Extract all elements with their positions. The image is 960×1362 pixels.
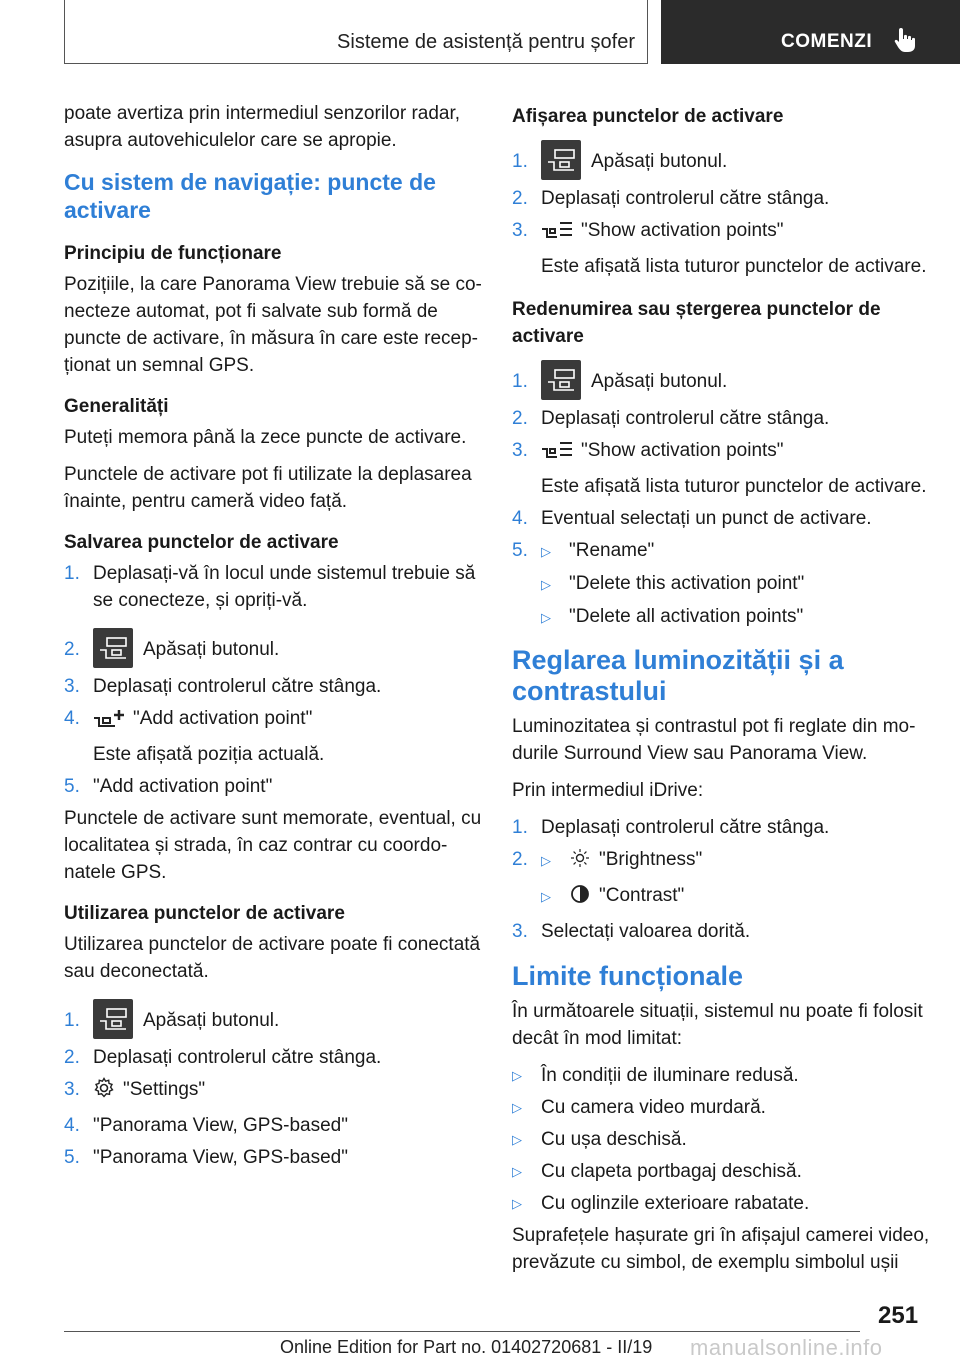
step-text: Deplasați controlerul către stânga. xyxy=(541,817,830,838)
step-text: Eventual selectați un punct de activare. xyxy=(541,508,872,529)
step-text: Apăsați butonul. xyxy=(143,1010,280,1031)
limits-list xyxy=(512,1062,932,1217)
principle-title: Principiu de funcționare xyxy=(64,243,282,264)
triangle-bullet-icon: ▷ xyxy=(512,1068,522,1083)
list-item xyxy=(512,814,932,841)
triangle-bullet-icon: ▷ xyxy=(512,1196,522,1211)
chapter-tab xyxy=(661,0,960,64)
general-title: Generalități xyxy=(64,396,169,417)
list-item xyxy=(512,537,932,631)
limits-heading: Limite funcționale xyxy=(512,961,744,991)
use-title: Utilizarea punctelor de activare xyxy=(64,903,345,924)
step-number: 1. xyxy=(64,1010,80,1031)
option-text: "Contrast" xyxy=(599,885,685,906)
list-item xyxy=(512,1190,932,1217)
list-item xyxy=(512,1062,932,1089)
step-text: Apăsați butonul. xyxy=(143,639,280,660)
step-text: "Add activation point" xyxy=(133,708,313,729)
sun-icon xyxy=(569,847,591,877)
list-item xyxy=(512,405,932,432)
camera-button-icon xyxy=(93,628,133,668)
limits-text: În următoarele situații, sistemul nu poate fi folosit decât în mod limitat: xyxy=(512,1001,923,1049)
intro-text: poate avertiza prin intermediul senzorilor radar, asupra autovehiculelor care se apropie. xyxy=(64,103,461,151)
step-text: Deplasați controlerul către stânga. xyxy=(93,1047,382,1068)
gear-icon xyxy=(93,1077,115,1107)
list-item xyxy=(512,1158,932,1185)
step-number: 1. xyxy=(64,563,80,584)
list-item-text: Cu clapeta portbagaj deschisă. xyxy=(541,1161,802,1182)
list-item xyxy=(512,185,932,212)
page-header xyxy=(0,0,960,66)
limits-after-text: Suprafețele hașurate gri în afișajul camerei video, prevăzute cu simbol, de exemplu simbolul ușii xyxy=(512,1225,930,1273)
watermark: manualsonline.info xyxy=(690,1335,883,1360)
list-item xyxy=(512,846,932,913)
sub-option xyxy=(541,570,932,598)
step-text: "Panorama View, GPS-based" xyxy=(93,1115,348,1136)
list-item xyxy=(512,360,932,400)
list-item xyxy=(64,1144,484,1171)
step-text: Selectați valoarea dorită. xyxy=(541,921,751,942)
list-item xyxy=(512,437,932,500)
camera-button-icon xyxy=(541,140,581,180)
save-title: Salvarea punctelor de activare xyxy=(64,532,339,553)
edition-text: Online Edition for Part no. 01402720681 - II/19 xyxy=(280,1337,653,1357)
brightness-steps xyxy=(512,814,932,945)
step-number: 3. xyxy=(64,676,80,697)
list-item xyxy=(64,773,484,800)
step-text: "Panorama View, GPS-based" xyxy=(93,1147,348,1168)
triangle-bullet-icon: ▷ xyxy=(541,853,551,868)
step-number: 2. xyxy=(512,408,528,429)
step-text: Apăsați butonul. xyxy=(591,151,728,172)
triangle-bullet-icon: ▷ xyxy=(512,1132,522,1147)
contrast-icon xyxy=(569,883,591,913)
step-number: 1. xyxy=(512,371,528,392)
navigation-heading: Cu sistem de navigație: puncte de activare xyxy=(64,169,436,223)
list-item-text: Cu ușa deschisă. xyxy=(541,1129,687,1150)
list-item xyxy=(64,999,484,1039)
step-text: Apăsați butonul. xyxy=(591,371,728,392)
step-number: 2. xyxy=(64,639,80,660)
save-steps xyxy=(64,560,484,800)
list-points-icon xyxy=(541,220,573,248)
hand-pointer-icon xyxy=(894,26,918,62)
list-item xyxy=(512,1094,932,1121)
list-item xyxy=(64,628,484,668)
triangle-bullet-icon: ▷ xyxy=(541,610,551,625)
camera-button-icon xyxy=(93,999,133,1039)
step-number: 4. xyxy=(64,1115,80,1136)
list-item-text: Cu camera video murdară. xyxy=(541,1097,766,1118)
brightness-text: Luminozitatea și contrastul pot fi reglate din modurile Surround View sau Panorama View. xyxy=(512,716,916,764)
step-text: "Show activation points" xyxy=(581,440,784,461)
option-text: "Brightness" xyxy=(599,849,703,870)
use-text: Utilizarea punctelor de activare poate fi conectată sau deconectată. xyxy=(64,934,481,982)
page-number: 251 xyxy=(878,1302,919,1329)
step-number: 1. xyxy=(512,151,528,172)
step-text: Deplasați controlerul către stânga. xyxy=(541,188,830,209)
step-number: 5. xyxy=(512,540,528,561)
list-item-text: În condiții de iluminare redusă. xyxy=(541,1065,799,1086)
triangle-bullet-icon: ▷ xyxy=(541,544,551,559)
list-item xyxy=(64,1112,484,1139)
show-steps xyxy=(512,140,932,280)
idrive-text: Prin intermediul iDrive: xyxy=(512,780,704,801)
triangle-bullet-icon: ▷ xyxy=(541,889,551,904)
list-item xyxy=(64,705,484,768)
show-title: Afișarea punctelor de activare xyxy=(512,106,784,127)
option-text: "Rename" xyxy=(569,540,655,561)
sub-option xyxy=(541,603,932,631)
step-number: 3. xyxy=(512,921,528,942)
step-number: 2. xyxy=(512,188,528,209)
left-column xyxy=(64,100,484,1176)
sub-option xyxy=(541,882,932,913)
triangle-bullet-icon: ▷ xyxy=(541,577,551,592)
step-number: 3. xyxy=(512,220,528,241)
camera-button-icon xyxy=(541,360,581,400)
option-text: "Delete all activation points" xyxy=(569,606,804,627)
step-number: 5. xyxy=(64,776,80,797)
list-item xyxy=(64,1076,484,1107)
right-column xyxy=(512,103,932,1286)
step-text: Deplasați controlerul către stânga. xyxy=(541,408,830,429)
step-text: "Settings" xyxy=(123,1079,206,1100)
step-note: Este afișată lista tuturor punctelor de activare. xyxy=(541,476,927,497)
step-text: "Add activation point" xyxy=(93,776,273,797)
list-item xyxy=(512,217,932,280)
triangle-bullet-icon: ▷ xyxy=(512,1100,522,1115)
sub-option xyxy=(541,537,932,565)
sub-option xyxy=(541,846,932,877)
step-number: 2. xyxy=(64,1047,80,1068)
list-item xyxy=(512,918,932,945)
step-text: "Show activation points" xyxy=(581,220,784,241)
section-title: Sisteme de asistență pentru șofer xyxy=(64,0,648,64)
list-points-icon xyxy=(541,440,573,468)
use-steps xyxy=(64,999,484,1171)
list-item xyxy=(512,505,932,532)
list-item xyxy=(64,1044,484,1071)
list-item xyxy=(512,1126,932,1153)
list-item xyxy=(64,673,484,700)
step-number: 5. xyxy=(64,1147,80,1168)
footer-divider xyxy=(64,1331,860,1332)
step-number: 3. xyxy=(512,440,528,461)
step-number: 4. xyxy=(64,708,80,729)
option-text: "Delete this activation point" xyxy=(569,573,805,594)
list-item xyxy=(64,560,484,614)
step-number: 4. xyxy=(512,508,528,529)
general-text-1: Puteți memora până la zece puncte de activare. xyxy=(64,427,467,448)
step-number: 1. xyxy=(512,817,528,838)
step-number: 2. xyxy=(512,849,528,870)
step-number: 3. xyxy=(64,1079,80,1100)
step-note: Este afișată poziția actuală. xyxy=(93,744,325,765)
principle-text: Pozițiile, la care Panorama View trebuie să se conecteze automat, pot fi salvate sub formă de puncte de activare, în măsura în care este recepționat un semnal GPS. xyxy=(64,274,482,376)
general-text-2: Punctele de activare pot fi utilizate la deplasarea înainte, pentru cameră video față. xyxy=(64,464,472,512)
brightness-heading: Reglarea luminozității și a contrastului xyxy=(512,645,844,706)
step-text: Deplasați controlerul către stânga. xyxy=(93,676,382,697)
list-item xyxy=(512,140,932,180)
list-item-text: Cu oglinzile exterioare rabatate. xyxy=(541,1193,810,1214)
step-note: Este afișată lista tuturor punctelor de activare. xyxy=(541,256,927,277)
save-after-text: Punctele de activare sunt memorate, eventual, cu localitatea și strada, în caz contrar cu coordonatele GPS. xyxy=(64,808,482,883)
chapter-title: COMENZI xyxy=(781,31,873,52)
add-point-icon xyxy=(93,708,125,736)
rename-title: Redenumirea sau ștergerea punctelor de activare xyxy=(512,299,881,347)
rename-steps xyxy=(512,360,932,631)
step-text: Deplasați-vă în locul unde sistemul trebuie să se conecteze, și opriți-vă. xyxy=(93,563,476,611)
triangle-bullet-icon: ▷ xyxy=(512,1164,522,1179)
